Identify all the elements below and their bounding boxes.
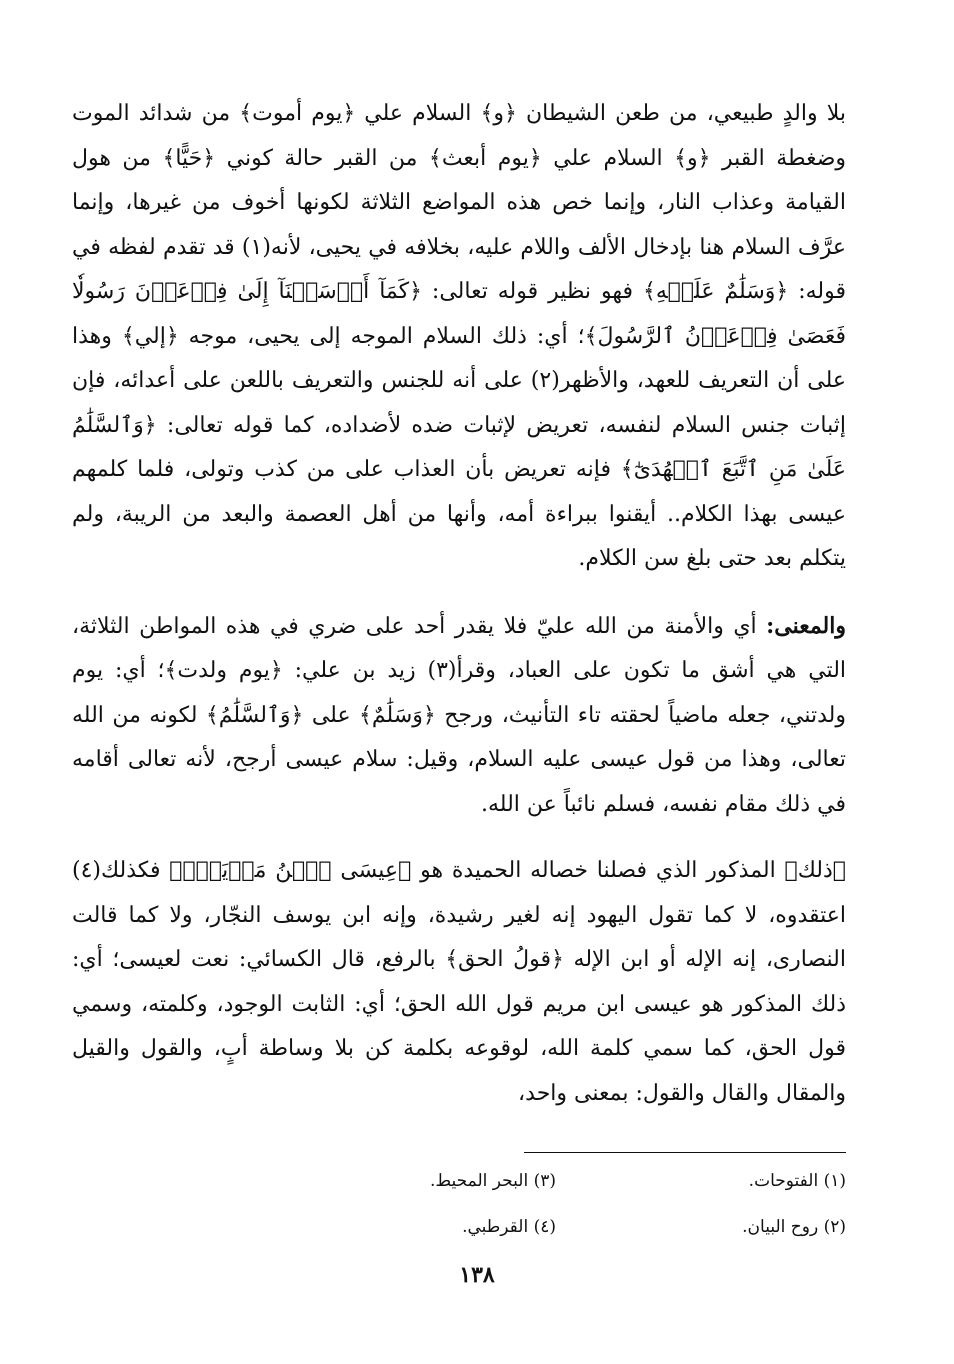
body-paragraph-1 <box>72 92 846 582</box>
footnote-3: (٣) البحر المحيط. <box>430 1171 556 1191</box>
footnote-2: (٢) روح البيان. <box>742 1217 846 1237</box>
paragraph-1-text: بلا والدٍ طبيعي، من طعن الشيطان ﴿و﴾ السلام علي ﴿يوم أموت﴾ من شدائد الموت وضغطة القبر ﴿و﴾ السلام علي ﴿يوم أبعث﴾ من القبر حالة كوني ﴿حَيًّا﴾ من هول القيامة وعذاب النار، وإنما خص هذه المواضع الثلاثة لكونها أخوف من غيرها، وإنما عرَّف السلام هنا بإدخال الألف واللام عليه، بخلافه في يحيى، لأنه(١) قد تقدم لفظه في قوله: ﴿وَسَلَٰمٌ عَلَيۡهِ﴾ فهو نظير قوله تعالى: ﴿كَمَآ أَرۡسَلۡنَآ إِلَىٰ فِرۡعَوۡنَ رَسُولٗا فَعَصَىٰ فِرۡعَوۡنُ ٱلرَّسُولَ﴾؛ أي: ذلك السلام الموجه إلى يحيى، موجه ﴿إلي﴾ وهذا على أن التعريف للعهد، والأظهر(٢) على أنه للجنس والتعريف باللعن على أعدائه، فإن إثبات جنس السلام لنفسه، تعريض لإثبات ضده لأضداده، كما قوله تعالى: ﴿وَٱلسَّلَٰمُ عَلَىٰ مَنِ ٱتَّبَعَ ٱلۡهُدَىٰٓ﴾ فإنه تعريض بأن العذاب على من كذب وتولى، فلما كلمهم عيسى بهذا الكلام.. أيقنوا ببراءة أمه، وأنها من أهل العصمة والبعد من الريبة، ولم يتكلم بعد حتى بلغ سن الكلام. <box>72 101 847 571</box>
paragraph-2-text: أي والأمنة من الله عليّ فلا يقدر أحد على ضري في هذه المواطن الثلاثة، التي هي أشق ما تكون على العباد، وقرأ(٣) زيد بن علي: ﴿يوم ولدت﴾؛ أي: يوم ولدتني، جعله ماضياً لحقته تاء التأنيث، ورجح ﴿وَسَلَٰمٌ﴾ على ﴿وَٱلسَّلَٰمُ﴾ لكونه من الله تعالى، وهذا من قول عيسى عليه السلام، وقيل: سلام عيسى أرجح، لأنه تعالى أقامه في ذلك مقام نفسه، فسلم نائباً عن الله. <box>72 613 847 817</box>
footnotes <box>266 1162 846 1246</box>
footnote-divider <box>524 1152 846 1153</box>
body-paragraph-3 <box>72 849 846 1116</box>
paragraph-2-lead: والمعنى: <box>766 612 846 639</box>
page-number: ١٣٨ <box>459 1262 495 1288</box>
body-paragraph-2 <box>72 604 846 828</box>
footnote-1: (١) الفتوحات. <box>748 1171 846 1191</box>
footnote-4: (٤) القرطبي. <box>462 1217 556 1237</box>
paragraph-3-text: ﴿ذلك﴾ المذكور الذي فصلنا خصاله الحميدة هو ﴿عِيسَى ٱبۡنُ مَرۡيَمَۖ﴾ فكذلك(٤) اعتقدوه، لا كما تقول اليهود إنه لغير رشيدة، وإنه ابن يوسف النجّار، ولا كما قالت النصارى، إنه الإله أو ابن الإله ﴿قولُ الحق﴾ بالرفع، قال الكسائي: نعت لعيسى؛ أي: ذلك المذكور هو عيسى ابن مريم قول الله الحق؛ أي: الثابت الوجود، وكلمته، وسمي قول الحق، كما سمي كلمة الله، لوقوعه بكلمة كن بلا وساطة أبٍ، والقول والقيل والمقال والقال والقول: بمعنى واحد، <box>72 858 846 1106</box>
